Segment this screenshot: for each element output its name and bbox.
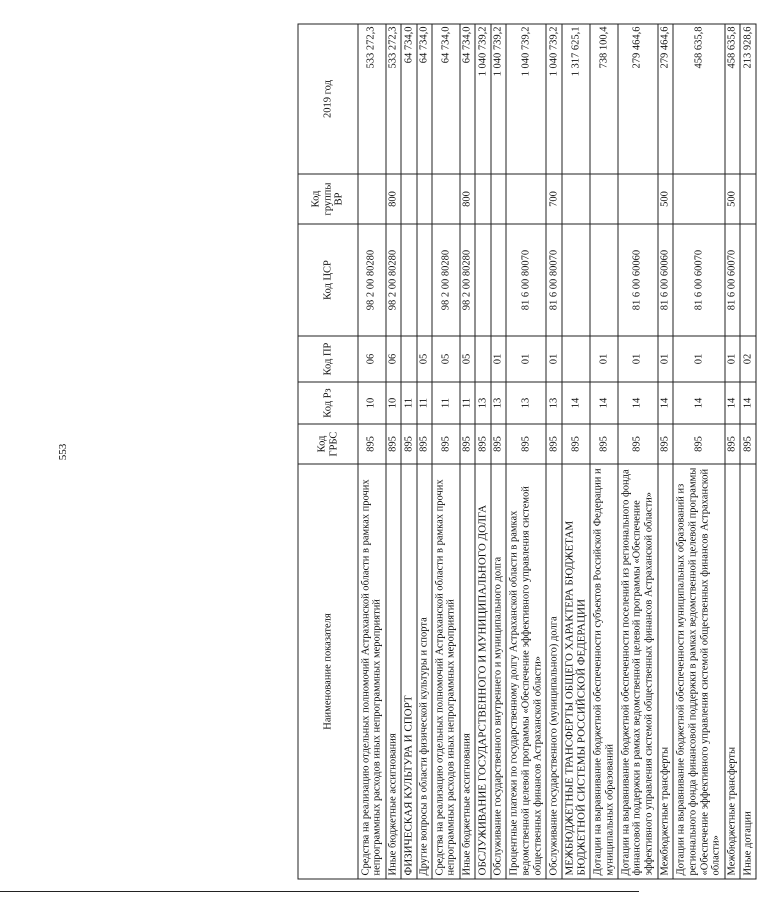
cell-amount: 279 464,6 <box>618 24 658 174</box>
cell-name: Средства на реализацию отдельных полномочий Астраханской области в рамках прочих непрограммных расходов иных непрограммных мероприятий <box>358 464 386 879</box>
cell-pr <box>475 336 491 382</box>
cell-amount: 1 040 739,2 <box>491 24 506 174</box>
cell-rz: 11 <box>432 382 460 424</box>
cell-grbs: 895 <box>417 424 432 464</box>
cell-grbs: 895 <box>546 424 561 464</box>
cell-vr <box>740 174 756 224</box>
cell-rz: 14 <box>590 382 618 424</box>
table-row <box>432 24 460 879</box>
table-row <box>562 24 591 879</box>
table-row <box>546 24 561 879</box>
cell-amount: 64 734,0 <box>460 24 475 174</box>
page-bottom-rule <box>0 891 639 892</box>
cell-rz: 14 <box>618 382 658 424</box>
cell-name: ОБСЛУЖИВАНИЕ ГОСУДАРСТВЕННОГО И МУНИЦИПАЛЬНОГО ДОЛГА <box>475 464 491 879</box>
table-row <box>725 24 740 879</box>
cell-csr <box>401 224 417 336</box>
cell-vr <box>475 174 491 224</box>
table-row <box>618 24 658 879</box>
header-name: Наименование показателя <box>298 464 358 879</box>
cell-csr: 81 6 00 80070 <box>546 224 561 336</box>
cell-pr: 01 <box>506 336 546 382</box>
cell-amount: 64 734,0 <box>417 24 432 174</box>
cell-pr <box>562 336 591 382</box>
cell-amount: 279 464,6 <box>658 24 673 174</box>
table-row <box>673 24 725 879</box>
cell-vr <box>491 174 506 224</box>
cell-name: Дотации на выравнивание бюджетной обеспеченности субъектов Российской Федерации и муниципальных образований <box>590 464 618 879</box>
cell-grbs: 895 <box>460 424 475 464</box>
header-pr: Код ПР <box>298 336 358 382</box>
cell-grbs: 895 <box>673 424 725 464</box>
cell-pr <box>401 336 417 382</box>
cell-amount: 1 040 739,2 <box>475 24 491 174</box>
cell-pr: 05 <box>417 336 432 382</box>
cell-csr <box>562 224 591 336</box>
cell-amount: 64 734,0 <box>401 24 417 174</box>
table-row <box>590 24 618 879</box>
cell-csr: 81 6 00 60060 <box>658 224 673 336</box>
table-row <box>491 24 506 879</box>
table-row <box>740 24 756 879</box>
cell-name: Средства на реализацию отдельных полномочий Астраханской области в рамках прочих непрограммных расходов иных непрограммных мероприятий <box>432 464 460 879</box>
cell-rz: 14 <box>673 382 725 424</box>
cell-name: Дотации на выравнивание бюджетной обеспеченности поселений из регионального фонда финансовой поддержки в рамках ведомственной целевой программы «Обеспечение эффективного управления системой общественных финансов Астраханской области» <box>618 464 658 879</box>
table-row <box>475 24 491 879</box>
cell-pr: 01 <box>673 336 725 382</box>
cell-name: Дотации на выравнивание бюджетной обеспеченности муниципальных образований из регионального фонда финансовой поддержки в рамках ведомственной целевой программы «Обеспечение эффективного управления системой общественных финансов Астраханской области» <box>673 464 725 879</box>
cell-rz: 13 <box>546 382 561 424</box>
cell-csr <box>740 224 756 336</box>
cell-amount: 1 040 739,2 <box>506 24 546 174</box>
cell-amount: 533 272,3 <box>358 24 386 174</box>
cell-csr <box>491 224 506 336</box>
cell-pr: 01 <box>546 336 561 382</box>
cell-grbs: 895 <box>386 424 401 464</box>
cell-csr <box>590 224 618 336</box>
cell-pr: 02 <box>740 336 756 382</box>
table-header <box>298 24 358 879</box>
cell-grbs: 895 <box>401 424 417 464</box>
cell-grbs: 895 <box>358 424 386 464</box>
cell-pr: 05 <box>432 336 460 382</box>
cell-rz: 11 <box>417 382 432 424</box>
cell-pr: 01 <box>491 336 506 382</box>
cell-rz: 11 <box>460 382 475 424</box>
cell-pr: 06 <box>386 336 401 382</box>
cell-pr: 05 <box>460 336 475 382</box>
cell-name: Обслуживание государственного внутреннего и муниципального долга <box>491 464 506 879</box>
cell-name: Процентные платежи по государственному долгу Астраханской области в рамках ведомственной целевой программы «Обеспечение эффективного управления системой общественных финансов Астраханской области» <box>506 464 546 879</box>
header-vr: Код группы ВР <box>298 174 358 224</box>
table-row <box>658 24 673 879</box>
cell-vr <box>401 174 417 224</box>
cell-name: МЕЖБЮДЖЕТНЫЕ ТРАНСФЕРТЫ ОБЩЕГО ХАРАКТЕРА БЮДЖЕТАМ БЮДЖЕТНОЙ СИСТЕМЫ РОССИЙСКОЙ ФЕДЕРАЦИИ <box>562 464 591 879</box>
cell-rz: 14 <box>562 382 591 424</box>
cell-amount: 1 040 739,2 <box>546 24 561 174</box>
budget-table <box>298 24 757 880</box>
cell-csr <box>417 224 432 336</box>
cell-csr: 98 2 00 80280 <box>460 224 475 336</box>
cell-rz: 13 <box>506 382 546 424</box>
cell-grbs: 895 <box>590 424 618 464</box>
cell-vr <box>358 174 386 224</box>
cell-vr <box>562 174 591 224</box>
cell-pr: 01 <box>590 336 618 382</box>
table-row <box>401 24 417 879</box>
cell-pr: 01 <box>618 336 658 382</box>
cell-name: Межбюджетные трансферты <box>725 464 740 879</box>
cell-vr <box>590 174 618 224</box>
table-row <box>386 24 401 879</box>
cell-pr: 06 <box>358 336 386 382</box>
cell-vr <box>417 174 432 224</box>
cell-vr: 800 <box>460 174 475 224</box>
cell-amount: 458 635,8 <box>673 24 725 174</box>
cell-vr <box>432 174 460 224</box>
cell-pr: 01 <box>725 336 740 382</box>
cell-csr: 81 6 00 60070 <box>673 224 725 336</box>
cell-rz: 10 <box>386 382 401 424</box>
cell-amount: 64 734,0 <box>432 24 460 174</box>
cell-grbs: 895 <box>562 424 591 464</box>
cell-name: ФИЗИЧЕСКАЯ КУЛЬТУРА И СПОРТ <box>401 464 417 879</box>
cell-amount: 213 928,6 <box>740 24 756 174</box>
cell-rz: 14 <box>725 382 740 424</box>
header-csr: Код ЦСР <box>298 224 358 336</box>
cell-grbs: 895 <box>475 424 491 464</box>
cell-grbs: 895 <box>618 424 658 464</box>
cell-vr: 700 <box>546 174 561 224</box>
cell-rz: 13 <box>475 382 491 424</box>
cell-vr: 800 <box>386 174 401 224</box>
cell-vr <box>506 174 546 224</box>
cell-csr: 98 2 00 80280 <box>386 224 401 336</box>
budget-table-rotated <box>298 25 757 880</box>
page-number: 553 <box>57 443 69 461</box>
cell-name: Иные бюджетные ассигнования <box>460 464 475 879</box>
cell-csr: 81 6 00 80070 <box>506 224 546 336</box>
cell-csr: 81 6 00 60070 <box>725 224 740 336</box>
cell-csr: 98 2 00 80280 <box>432 224 460 336</box>
cell-vr <box>673 174 725 224</box>
cell-name: Иные бюджетные ассигнования <box>386 464 401 879</box>
header-rz: Код Рз <box>298 382 358 424</box>
cell-rz: 13 <box>491 382 506 424</box>
cell-name: Другие вопросы в области физической культуры и спорта <box>417 464 432 879</box>
cell-name: Обслуживание государственного (муниципального) долга <box>546 464 561 879</box>
table-row <box>460 24 475 879</box>
header-grbs: Код ГРБС <box>298 424 358 464</box>
cell-grbs: 895 <box>506 424 546 464</box>
cell-grbs: 895 <box>432 424 460 464</box>
cell-vr <box>618 174 658 224</box>
cell-amount: 738 100,4 <box>590 24 618 174</box>
cell-amount: 1 317 625,1 <box>562 24 591 174</box>
cell-grbs: 895 <box>740 424 756 464</box>
table-row <box>358 24 386 879</box>
table-row <box>506 24 546 879</box>
cell-name: Иные дотации <box>740 464 756 879</box>
cell-rz: 10 <box>358 382 386 424</box>
cell-vr: 500 <box>725 174 740 224</box>
cell-amount: 458 635,8 <box>725 24 740 174</box>
header-year: 2019 год <box>298 24 358 174</box>
cell-grbs: 895 <box>725 424 740 464</box>
cell-rz: 14 <box>658 382 673 424</box>
cell-rz: 14 <box>740 382 756 424</box>
cell-amount: 533 272,3 <box>386 24 401 174</box>
cell-vr: 500 <box>658 174 673 224</box>
cell-pr: 01 <box>658 336 673 382</box>
cell-name: Межбюджетные трансферты <box>658 464 673 879</box>
table-body <box>358 24 756 879</box>
cell-csr <box>475 224 491 336</box>
cell-rz: 11 <box>401 382 417 424</box>
cell-csr: 81 6 00 60060 <box>618 224 658 336</box>
cell-csr: 98 2 00 80280 <box>358 224 386 336</box>
table-row <box>417 24 432 879</box>
cell-grbs: 895 <box>491 424 506 464</box>
cell-grbs: 895 <box>658 424 673 464</box>
